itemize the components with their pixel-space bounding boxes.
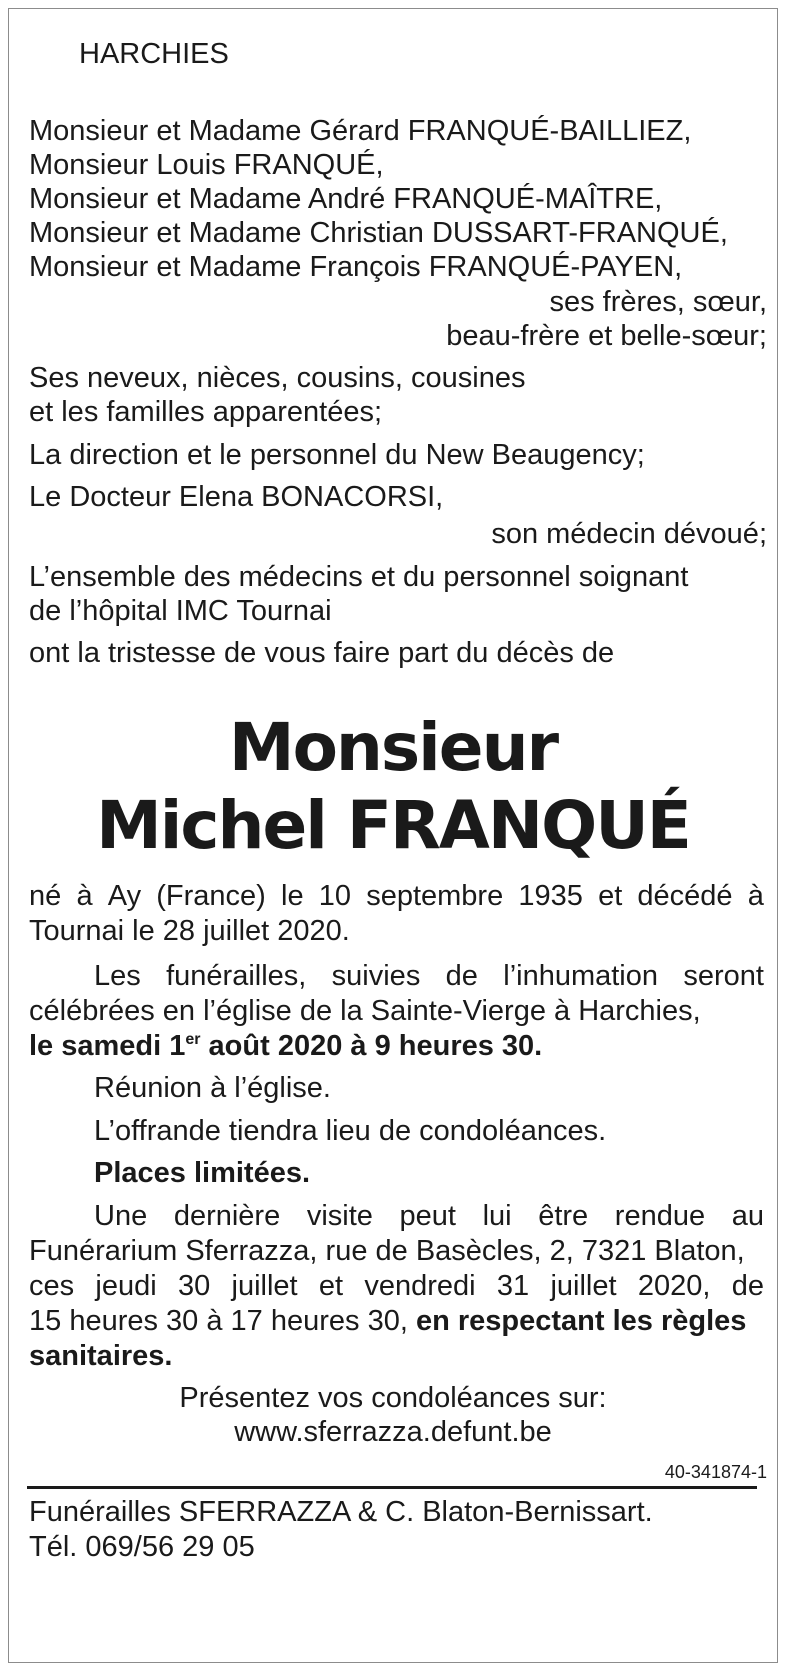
birth-line-1 [29, 879, 764, 913]
word: et [318, 1270, 344, 1302]
visit-line-5: sanitaires. [29, 1340, 173, 1372]
word: funérailles, [166, 960, 307, 992]
doctor-line: Le Docteur Elena BONACORSI, [29, 481, 444, 513]
word: visite [306, 1200, 373, 1232]
family-member-line: Monsieur et Madame Gérard FRANQUÉ-BAILLIEZ, [29, 115, 692, 147]
visit-line-1 [94, 1199, 764, 1233]
funeral-line-2: célébrées en l’église de la Sainte-Vierge à Harchies, [29, 995, 701, 1027]
deceased-name: Michel FRANQUÉ [96, 787, 690, 864]
word: décédé [637, 880, 733, 912]
word: lui [482, 1200, 512, 1232]
word: Une [94, 1200, 148, 1232]
word: juillet [550, 1270, 617, 1302]
offering-line: L’offrande tiendra lieu de condoléances. [94, 1115, 607, 1147]
family-member-line: Monsieur Louis FRANQUÉ, [29, 149, 384, 181]
visit-line-4: 15 heures 30 à 17 heures 30, en respectant les règles [29, 1305, 747, 1337]
word: septembre [366, 880, 504, 912]
word: Les [94, 960, 141, 992]
direction-line: La direction et le personnel du New Beaugency; [29, 439, 645, 471]
word: à [76, 880, 93, 912]
word: seront [683, 960, 764, 992]
word: 2020, [637, 1270, 711, 1302]
footer-company: Funérailles SFERRAZZA & C. Blaton-Bernissart. [29, 1496, 653, 1528]
word: Ay [107, 880, 142, 912]
family-member-line: Monsieur et Madame François FRANQUÉ-PAYEN, [29, 251, 683, 283]
nephews-line-1: Ses neveux, nièces, cousins, cousines [29, 362, 526, 394]
funeral-date-line: le samedi 1er août 2020 à 9 heures 30. [29, 1030, 543, 1062]
deceased-title: Monsieur [228, 709, 558, 786]
word: jeudi [95, 1270, 157, 1302]
visit-line-2: Funérarium Sferrazza, rue de Basècles, 2, 7321 Blaton, [29, 1235, 745, 1267]
word: 10 [318, 880, 352, 912]
word: à [747, 880, 764, 912]
word: 1935 [518, 880, 583, 912]
word: peut [399, 1200, 456, 1232]
word: de [445, 960, 478, 992]
word: 30 [177, 1270, 211, 1302]
obituary-notice [8, 8, 778, 1663]
word: rendue [614, 1200, 706, 1232]
family-member-line: Monsieur et Madame André FRANQUÉ-MAÎTRE, [29, 183, 663, 215]
family-member-line: Monsieur et Madame Christian DUSSART-FRANQUÉ, [29, 217, 728, 249]
condolences-line: Présentez vos condoléances sur: [179, 1382, 607, 1414]
visit-line-3 [29, 1269, 764, 1303]
birth-line-2: Tournai le 28 juillet 2020. [29, 915, 350, 947]
word: être [538, 1200, 589, 1232]
word: dernière [173, 1200, 281, 1232]
word: (France) [156, 880, 266, 912]
hospital-line-2: de l’hôpital IMC Tournai [29, 595, 332, 627]
funeral-line-1 [94, 959, 764, 993]
doctor-role-line: son médecin dévoué; [491, 518, 767, 550]
word: le [281, 880, 304, 912]
word: 31 [496, 1270, 530, 1302]
meeting-line: Réunion à l’église. [94, 1072, 331, 1104]
condolences-url[interactable]: www.sferrazza.defunt.be [234, 1416, 552, 1448]
relation-line-1: ses frères, sœur, [549, 286, 767, 318]
word: et [598, 880, 623, 912]
places-line: Places limitées. [94, 1157, 311, 1189]
word: vendredi [364, 1270, 476, 1302]
word: suivies [331, 960, 421, 992]
word: de [731, 1270, 764, 1302]
footer-phone: Tél. 069/56 29 05 [29, 1531, 255, 1563]
relation-line-2: beau-frère et belle-sœur; [446, 320, 767, 352]
announcement-line: ont la tristesse de vous faire part du décès de [29, 637, 615, 669]
word: juillet [231, 1270, 298, 1302]
reference-number: 40-341874-1 [664, 1462, 767, 1482]
footer-divider [27, 1486, 757, 1489]
nephews-line-2: et les familles apparentées; [29, 396, 383, 428]
town-heading: HARCHIES [79, 38, 229, 70]
word: l’inhumation [503, 960, 659, 992]
word: au [731, 1200, 764, 1232]
word: né [29, 880, 62, 912]
hospital-line-1: L’ensemble des médecins et du personnel soignant [29, 561, 689, 593]
word: ces [29, 1270, 75, 1302]
